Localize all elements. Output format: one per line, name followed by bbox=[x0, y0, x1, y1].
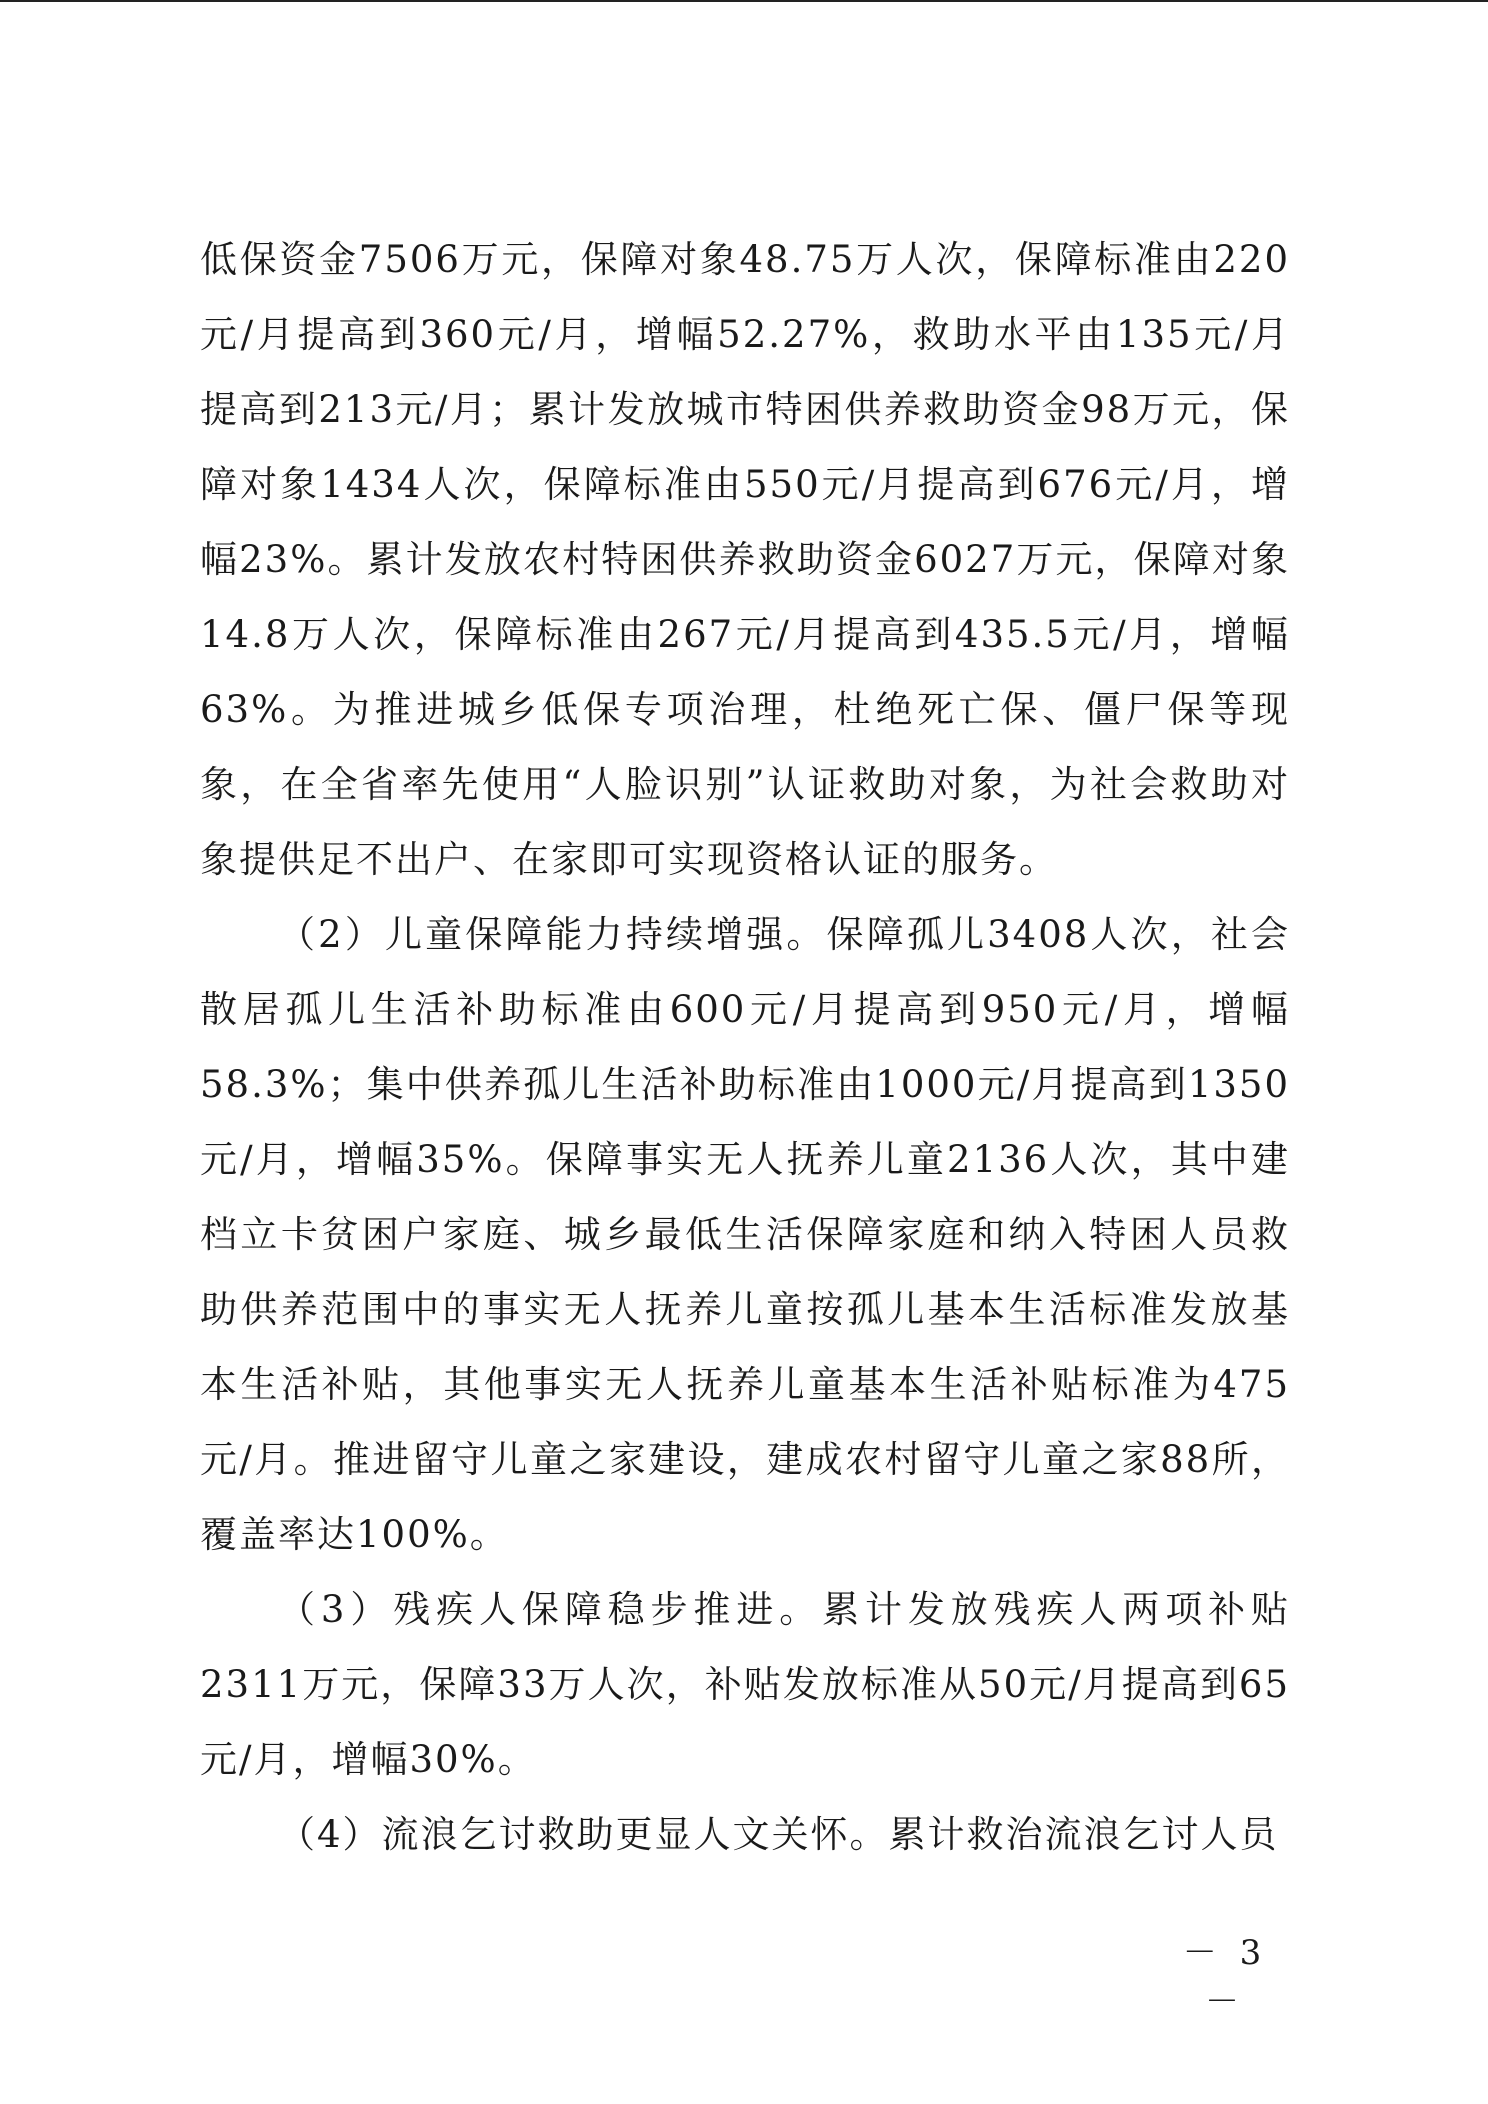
paragraph-vagrant-assistance: （4）流浪乞讨救助更显人文关怀。累计救治流浪乞讨人员 bbox=[278, 1813, 1279, 1856]
document-body bbox=[200, 222, 1290, 1872]
page-top-border bbox=[0, 0, 1488, 2]
paragraph-child-protection: （2）儿童保障能力持续增强。保障孤儿3408人次，社会散居孤儿生活补助标准由600元/月提高到950元/月，增幅58.3%；集中供养孤儿生活补助标准由1000元/月提高到1350元/月，增幅35%。保障事实无人抚养儿童2136人次，其中建档立卡贫困户家庭、城乡最低生活保障家庭和纳入特困人员救助供养范围中的事实无人抚养儿童按孤儿基本生活标准发放基本生活补贴，其他事实无人抚养儿童基本生活补贴标准为475元/月。推进留守儿童之家建设，建成农村留守儿童之家88所，覆盖率达100%。 bbox=[200, 913, 1290, 1556]
page-number: － 3 － bbox=[1182, 1933, 1268, 2022]
paragraph-low-income-subsidy: 低保资金7506万元，保障对象48.75万人次，保障标准由220元/月提高到360元/月，增幅52.27%，救助水平由135元/月提高到213元/月；累计发放城市特困供养救助资金98万元，保障对象1434人次，保障标准由550元/月提高到676元/月，增幅23%。累计发放农村特困供养救助资金6027万元，保障对象14.8万人次，保障标准由267元/月提高到435.5元/月，增幅63%。为推进城乡低保专项治理，杜绝死亡保、僵尸保等现象，在全省率先使用“人脸识别”认证救助对象，为社会救助对象提供足不出户、在家即可实现资格认证的服务。 bbox=[200, 238, 1290, 881]
paragraph-disability-support: （3）残疾人保障稳步推进。累计发放残疾人两项补贴2311万元，保障33万人次，补贴发放标准从50元/月提高到65元/月，增幅30%。 bbox=[200, 1588, 1290, 1781]
